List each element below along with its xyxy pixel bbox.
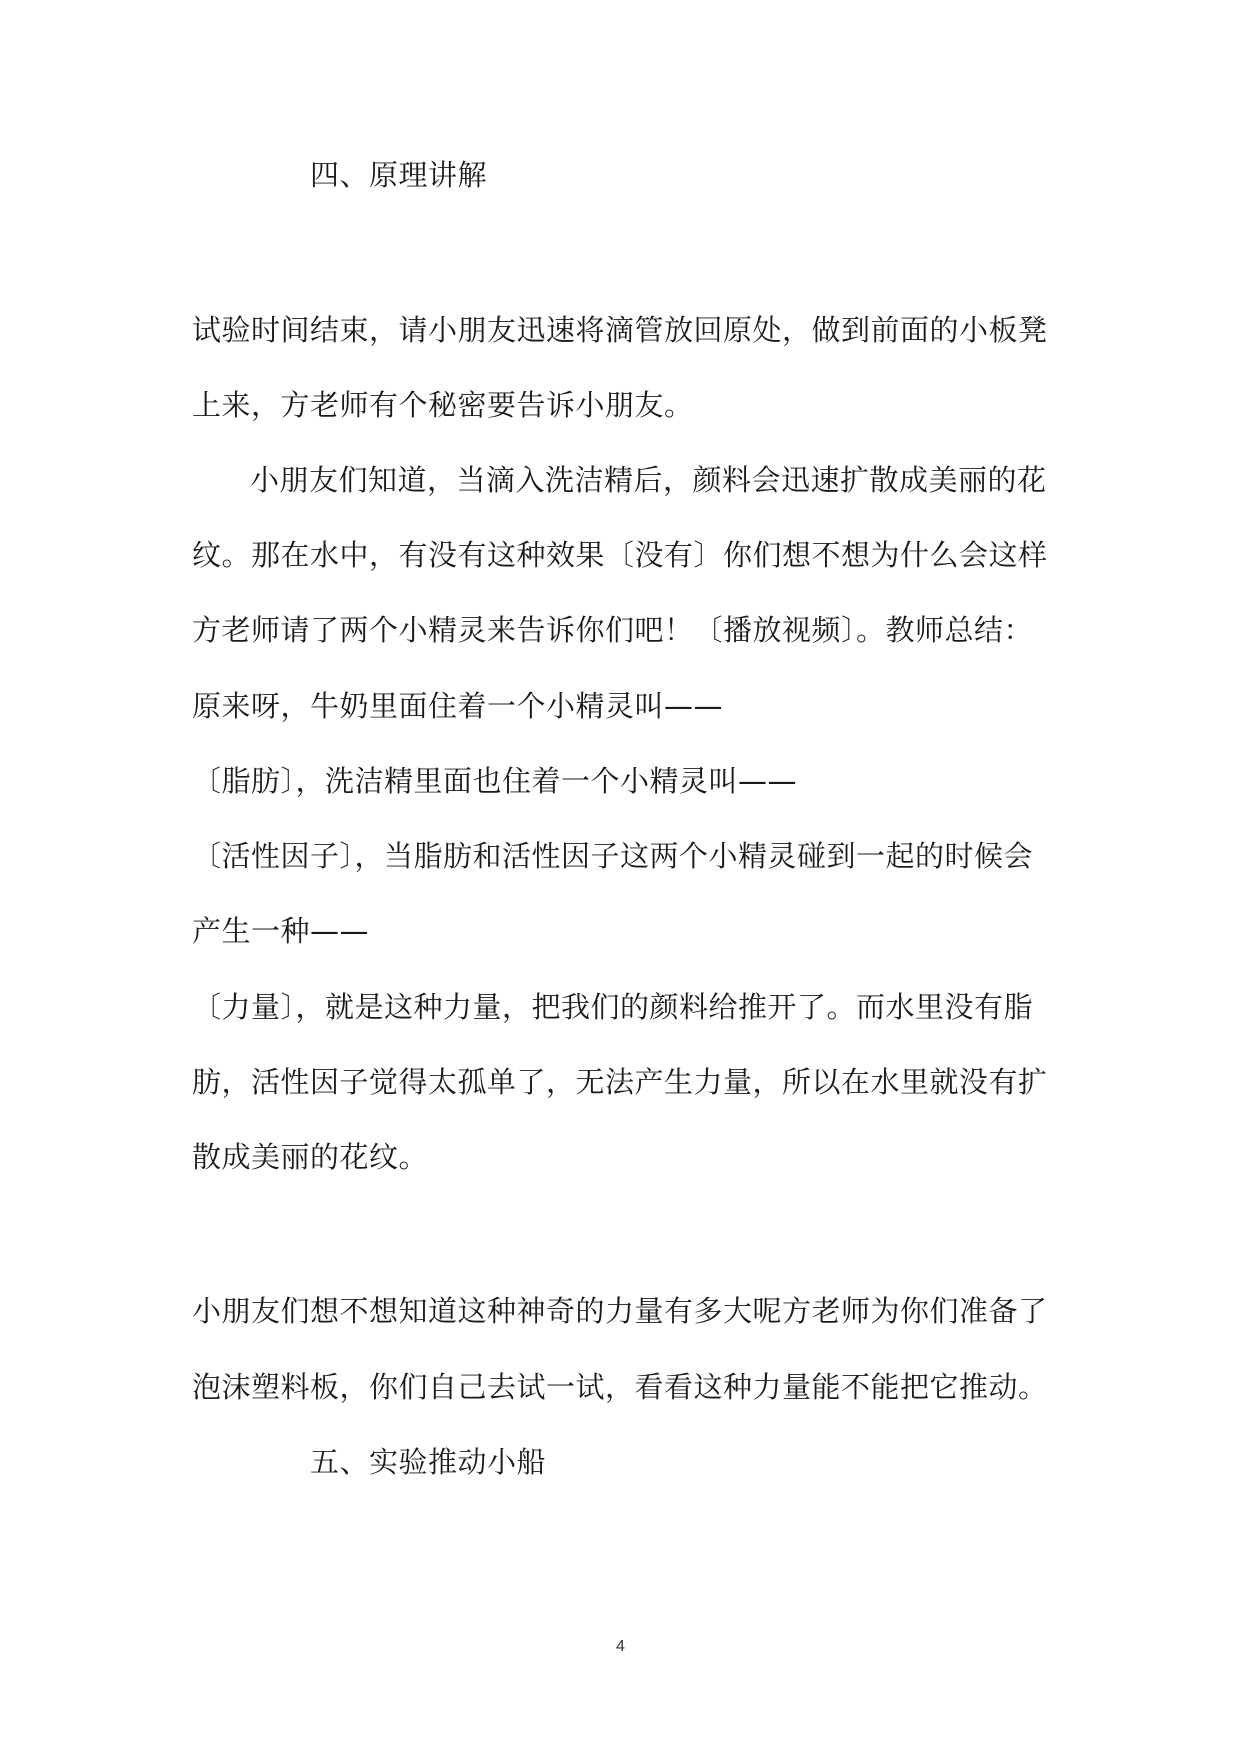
paragraph-line: 产生一种—— — [192, 914, 370, 948]
paragraph-line: 〔脂肪〕，洗洁精里面也住着一个小精灵叫—— — [192, 764, 798, 798]
paragraph-line: 泡沫塑料板，你们自己去试一试，看看这种力量能不能把它推动。 — [192, 1370, 1048, 1404]
paragraph-line: 试验时间结束，请小朋友迅速将滴管放回原处，做到前面的小板凳 — [192, 313, 1048, 347]
page-number: 4 — [616, 1638, 625, 1655]
paragraph-line: 上来，方老师有个秘密要告诉小朋友。 — [192, 388, 694, 422]
paragraph-line: 小朋友们知道，当滴入洗洁精后，颜料会迅速扩散成美丽的花 — [250, 463, 1047, 497]
paragraph-line: 肪，活性因子觉得太孤单了，无法产生力量，所以在水里就没有扩 — [192, 1065, 1048, 1099]
paragraph-line: 〔力量〕，就是这种力量，把我们的颜料给推开了。而水里没有脂 — [192, 990, 1034, 1024]
paragraph-line: 散成美丽的花纹。 — [192, 1140, 429, 1174]
section-heading-4: 四、原理讲解 — [310, 158, 488, 192]
paragraph-line: 方老师请了两个小精灵来告诉你们吧！〔播放视频〕。教师总结： — [192, 613, 1034, 647]
paragraph-line: 纹。那在水中，有没有这种效果〔没有〕你们想不想为什么会这样 — [192, 538, 1048, 572]
paragraph-line: 小朋友们想不想知道这种神奇的力量有多大呢方老师为你们准备了 — [192, 1294, 1048, 1328]
section-heading-5: 五、实验推动小船 — [310, 1445, 547, 1479]
paragraph-line: 原来呀，牛奶里面住着一个小精灵叫—— — [192, 689, 724, 723]
paragraph-line: 〔活性因子〕，当脂肪和活性因子这两个小精灵碰到一起的时候会 — [192, 839, 1034, 873]
